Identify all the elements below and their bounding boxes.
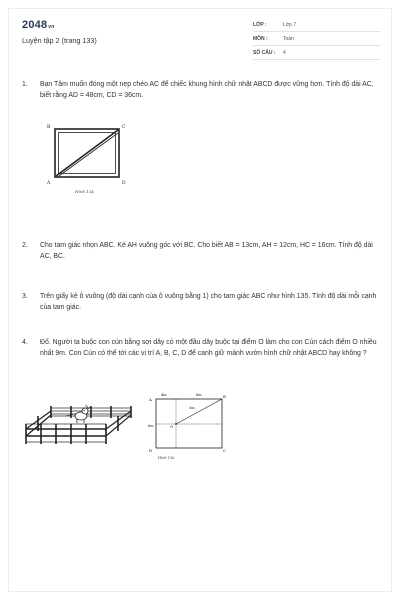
worksheet-page: [8, 8, 392, 592]
figure-caption: Hình 136: [158, 456, 175, 460]
lesson-meta: [253, 18, 381, 60]
dim-top-left: 4m: [161, 393, 167, 397]
question-number: 4.: [22, 339, 28, 346]
dim-top-right: 8m: [196, 393, 202, 397]
label-c: C: [122, 125, 126, 130]
label-b: B: [223, 394, 226, 399]
dim-left-side: 6m: [148, 424, 154, 428]
label-d: D: [122, 181, 126, 186]
dim-oc: 5m: [189, 406, 195, 410]
question-number: 2.: [22, 242, 28, 249]
figure-136-garden-plan: [144, 389, 234, 464]
fenced-garden-illustration: [21, 394, 141, 454]
question-number: 1.: [22, 81, 28, 88]
question-text: Trên giấy kẻ ô vuông (độ dài cạnh của ô vuông bằng 1) cho tam giác ABC như hình 135. Tính độ dài mỗi cạnh của tam giác.: [40, 293, 377, 311]
label-o: O: [170, 424, 174, 429]
meta-key: MÔN :: [253, 35, 268, 42]
label-c: C: [223, 448, 227, 453]
figure-caption: Hình 134: [75, 189, 94, 194]
question-text: Bạn Tâm muốn đóng một nẹp chéo AC để chiếc khung hình chữ nhật ABCD được vững hơn. Tính độ dài AC, biết rằng AD = 48cm, CD = 36cm.: [40, 81, 374, 99]
question-number: 3.: [22, 293, 28, 300]
label-d: D: [149, 448, 153, 453]
meta-row-count: [253, 46, 381, 60]
meta-key: LỚP :: [253, 21, 267, 28]
worksheet-header: [9, 9, 393, 67]
meta-row-class: [253, 18, 381, 32]
label-a: A: [47, 181, 51, 186]
meta-value: Lớp 7: [283, 21, 297, 28]
label-b: B: [47, 125, 51, 130]
meta-key: SỐ CÂU :: [253, 49, 276, 56]
meta-value: 4: [283, 49, 286, 56]
meta-row-subject: [253, 32, 381, 46]
figure-134-rectangle: [43, 121, 133, 201]
meta-value: Toán: [283, 35, 294, 42]
lesson-title: Luyện tập 2 (trang 133): [22, 36, 97, 45]
question-text: Đố. Người ta buộc con cún bằng sợi dây có một đầu dây buộc tại điểm O làm cho con Cún cách điểm O nhiều nhất 9m. Con Cún có thể tới các vị trí A, B, C, D để canh giữ mảnh vườn hình chữ nhật ABCD hay không ?: [40, 339, 377, 357]
site-logo[interactable]: 2048vn: [22, 19, 55, 31]
label-a: A: [149, 397, 152, 402]
question-text: Cho tam giác nhọn ABC. Kẻ AH vuông góc với BC. Cho biết AB = 13cm, AH = 12cm, HC = 16cm. Tính độ dài AC, BC.: [40, 242, 373, 260]
